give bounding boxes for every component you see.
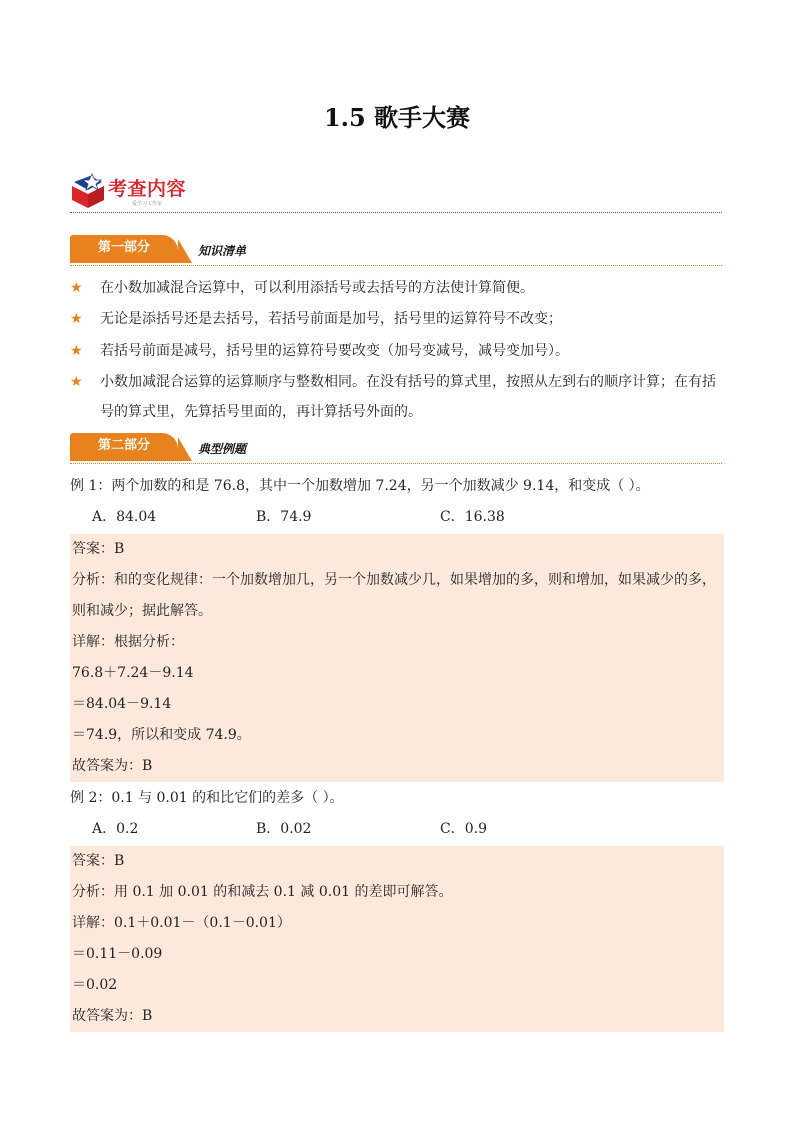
star-icon: ★ xyxy=(70,343,83,359)
star-icon: ★ xyxy=(70,311,83,327)
option-b: B．0.02 xyxy=(256,821,312,837)
detail: 详解：0.1＋0.01－（0.1－0.01） xyxy=(72,915,291,931)
final-answer: 故答案为：B xyxy=(72,1008,153,1024)
example-2-question: 例 2：0.1 与 0.01 的和比它们的差多（ ）。 xyxy=(70,790,344,806)
book-logo-icon xyxy=(70,172,106,210)
answer: 答案：B xyxy=(72,853,125,869)
section-tab-tail xyxy=(178,239,192,263)
step: 76.8＋7.24－9.14 xyxy=(72,665,194,681)
answer-box-1 xyxy=(70,534,724,782)
option-c: C．16.38 xyxy=(440,509,505,525)
answer-box-2 xyxy=(70,846,724,1032)
list-item: ★ 若括号前面是减号，括号里的运算符号要改变（加号变减号，减号变加号）。 xyxy=(70,336,722,366)
section-label: 典型例题 xyxy=(198,442,247,456)
answer: 答案：B xyxy=(72,541,125,557)
star-icon: ★ xyxy=(70,280,83,296)
section-rule xyxy=(70,463,722,464)
step: ＝74.9，所以和变成 74.9。 xyxy=(72,727,251,743)
detail-title: 详解：根据分析： xyxy=(72,634,184,650)
section-rule xyxy=(70,265,722,266)
section-label: 知识清单 xyxy=(198,244,247,258)
logo xyxy=(70,172,210,212)
step: ＝0.02 xyxy=(72,977,118,993)
analysis: 分析：用 0.1 加 0.01 的和减去 0.1 减 0.01 的差即可解答。 xyxy=(72,884,453,900)
section-header-2 xyxy=(70,433,722,465)
section-tab-tail xyxy=(178,437,192,461)
section-tab: 第一部分 xyxy=(70,235,178,263)
option-c: C．0.9 xyxy=(440,821,487,837)
final-answer: 故答案为：B xyxy=(72,758,153,774)
step: ＝84.04－9.14 xyxy=(72,696,172,712)
section-tab: 第二部分 xyxy=(70,433,178,461)
list-item: ★ 无论是添括号还是去括号，若括号前面是加号，括号里的运算符号不改变； xyxy=(70,304,722,334)
star-icon: ★ xyxy=(70,374,83,390)
list-item: ★ 在小数加减混合运算中，可以利用添括号或去括号的方法使计算简便。 xyxy=(70,273,722,303)
option-a: A．84.04 xyxy=(92,509,157,525)
section-header-1 xyxy=(70,235,722,267)
analysis: 分析：和的变化规律：一个加数增加几，另一个加数减少几，如果增加的多，则和增加，如果减少的多，则和减少；据此解答。 xyxy=(72,572,716,619)
logo-text: 考查内容 xyxy=(108,178,187,200)
option-b: B．74.9 xyxy=(256,509,312,525)
example-1-question: 例 1：两个加数的和是 76.8，其中一个加数增加 7.24，另一个加数减少 9.14，和变成（ ）。 xyxy=(70,478,650,494)
option-a: A．0.2 xyxy=(92,821,139,837)
divider xyxy=(70,212,722,213)
step: ＝0.11－0.09 xyxy=(72,946,163,962)
logo-subtext: 爱学习工作室 xyxy=(132,201,163,207)
list-item: ★ 小数加减混合运算的运算顺序与整数相同。在没有括号的算式里，按照从左到右的顺序计算；在有括号的算式里，先算括号里面的，再计算括号外面的。 xyxy=(70,367,722,427)
page-title: 1.5 歌手大赛 xyxy=(323,103,471,132)
